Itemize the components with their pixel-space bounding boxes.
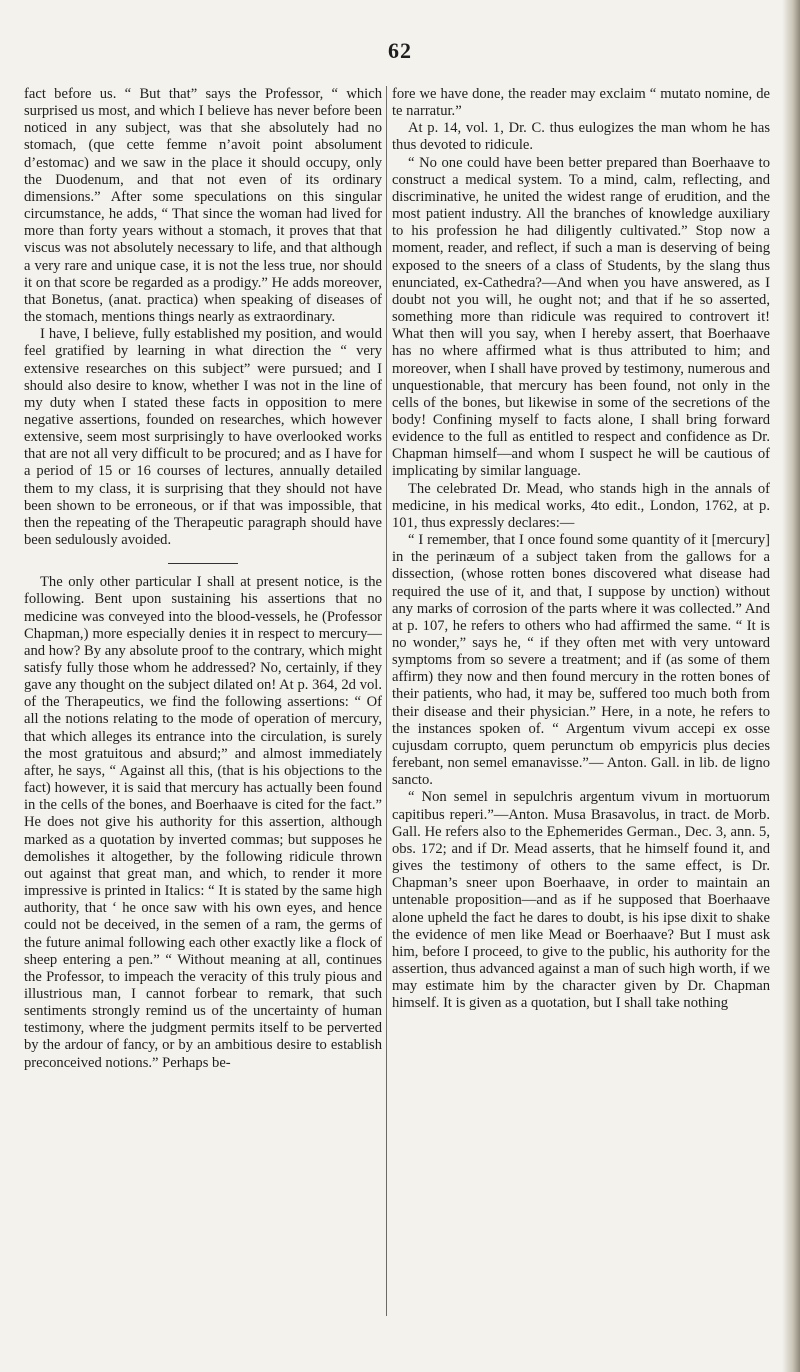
paragraph: The celebrated Dr. Mead, who stands high in the annals of medicine, in his medical works, 4to edit., London, 1762, at p. 101, thus expressly declares:—: [392, 480, 770, 531]
paragraph: I have, I believe, fully established my position, and would feel gratified by learning in what direction the “ very extensive researches on this subject” were pursued; and I should also desire to know, whether I was not in the line of my duty when I stated these facts in opposition to mere negative assertions, founded on researches, which however extensive, seem most surprisingly to have overlooked works that are not all very difficult to be procured; and as I have for a period of 15 or 16 courses of lectures, annually detailed them to my class, it is surprising that they should not have been shown to be erroneous, or if that was impossible, that then the repeating of the Therapeutic paragraph should have been sedulously avoided.: [24, 326, 382, 549]
paragraph: At p. 14, vol. 1, Dr. C. thus eulogizes the man whom he has thus devoted to ridicule.: [392, 120, 770, 154]
paragraph: fact before us. “ But that” says the Professor, “ which surprised us most, and which I believe has never before been noticed in any subject, was that she absolutely had no stomach, (que cette femme n’avoit point absolument d’estomac) and we saw in the place it should occupy, only the Duodenum, and that not even of its ordinary dimensions.” After some speculations on this singular circumstance, he adds, “ That since the woman had lived for more than forty years without a stomach, it proves that that viscus was not absolutely necessary to life, and that although a very rare and unique case, it is not the less true, nor should it on that score be regarded as a prodigy.” He adds moreover, that Bonetus, (anat. practica) when speaking of diseases of the stomach, mentions things nearly as extraordinary.: [24, 86, 382, 326]
left-column: [24, 86, 382, 1072]
page-number: 62: [388, 38, 412, 63]
right-column: [392, 86, 770, 1012]
paragraph: The only other particular I shall at present notice, is the following. Bent upon sustaining his assertions that no medicine was conveyed into the blood-vessels, he (Professor Chapman,) more especially denies it in respect to mercury—and how? By any absolute proof to the contrary, which might satisfy fully those whom he addressed? No, certainly, if they gave any thought on the subject dilated on! At p. 364, 2d vol. of the Therapeutics, we find the following assertions: “ Of all the notions relating to the mode of operation of mercury, that which alleges its entrance into the circulation, is surely the most gratuitous and absurd;” and almost immediately after, he says, “ Against all this, (that is his objections to the fact) however, it is said that mercury has actually been found in the cells of the bones, and Boerhaave is cited for the fact.” He does not give his authority for this assertion, although marked as a quotation by inverted commas; but supposes he demolishes it altogether, by the following ridicule thrown out against that great man, and which, to render it more impressive is printed in Italics: “ It is stated by the same high authority, that ‘ he once saw with his own eyes, and hence could not be deceived, in the semen of a ram, the germs of the future animal following each other exactly like a flock of sheep entering a pen.” “ Without meaning at all, continues the Professor, to impeach the veracity of this truly pious and illustrious man, I cannot forbear to remark, that such sentiments strongly remind us of the uncertainty of human testimony, where the judgment permits itself to be perverted by the ardour of fancy, or by an ambitious desire to establish preconceived notions.” Perhaps be-: [24, 574, 382, 1071]
paragraph: “ I remember, that I once found some quantity of it [mercury] in the perinæum of a subject taken from the gallows for a dissection, (whose rotten bones discovered what disease had required the use of it, and that, I suppose by unction) without any marks of corrosion of the parts where it was collected.” And at p. 107, he refers to others who had affirmed the same. “ It is no wonder,” says he, “ if they often met with very untoward symptoms from so severe a treatment; and if (as some of them affirm) they now and then found mercury in the rotten bones of their patients, who had, it may be, suffered too much both from their disease and their physician.” Here, in a note, he refers to the instances spoken of. “ Argentum vivum accepi ex osse cujusdam corrupto, quem perunctum ob empyricis plus decies ferebant, non semel emanavisse.”— Anton. Gall. in lib. de ligno sancto.: [392, 532, 770, 789]
section-divider: [168, 563, 238, 564]
column-rule: [386, 86, 387, 1316]
paragraph: “ Non semel in sepulchris argentum vivum in mortuorum capitibus reperi.”—Anton. Musa Brasavolus, in tract. de Morb. Gall. He refers also to the Ephemerides German., Dec. 3, ann. 5, obs. 172; and if Dr. Mead asserts, that he himself found it, and gives the testimony of others to the same effect, is Dr. Chapman’s sneer upon Boerhaave, in order to maintain an untenable proposition—and as if he supposed that Boerhaave alone upheld the fact he dares to doubt, is his ipse dixit to shake the evidence of men like Mead or Boerhaave? But I must ask him, before I proceed, to give to the public, his authority for the assertion, thus advanced against a man of such high worth, if we may estimate him by the character given by Dr. Chapman himself. It is given as a quotation, but I shall take nothing: [392, 789, 770, 1012]
paragraph: “ No one could have been better prepared than Boerhaave to construct a medical system. To a mind, calm, reflecting, and discriminative, he united the widest range of erudition, and the most patient industry. All the branches of knowledge auxiliary to his profession he had diligently cultivated.” Stop now a moment, reader, and reflect, if such a man is deserving of being exposed to the sneers of a class of Students, by the slang thus enunciated, ex-Cathedra?—And when you have answered, as I doubt not you will, he ought not; and that if he so asserted, something more than ridicule was required to controvert it! What then will you say, when I hereby assert, that Boerhaave has no where affirmed what is thus attributed to him; and moreover, when I shall have proved by testimony, numerous and unquestionable, that mercury has been found, not only in the cells of the bones, but likewise in some of the secretions of the body! Confining myself to facts alone, I shall bring forward evidence to the full as entitled to respect and confidence as Dr. Chapman himself—and whom I suspect he will be cautious of implicating by similar language.: [392, 154, 770, 480]
page-edge-shadow: [782, 0, 800, 1372]
paragraph: fore we have done, the reader may exclaim “ mutato nomine, de te narratur.”: [392, 86, 770, 120]
